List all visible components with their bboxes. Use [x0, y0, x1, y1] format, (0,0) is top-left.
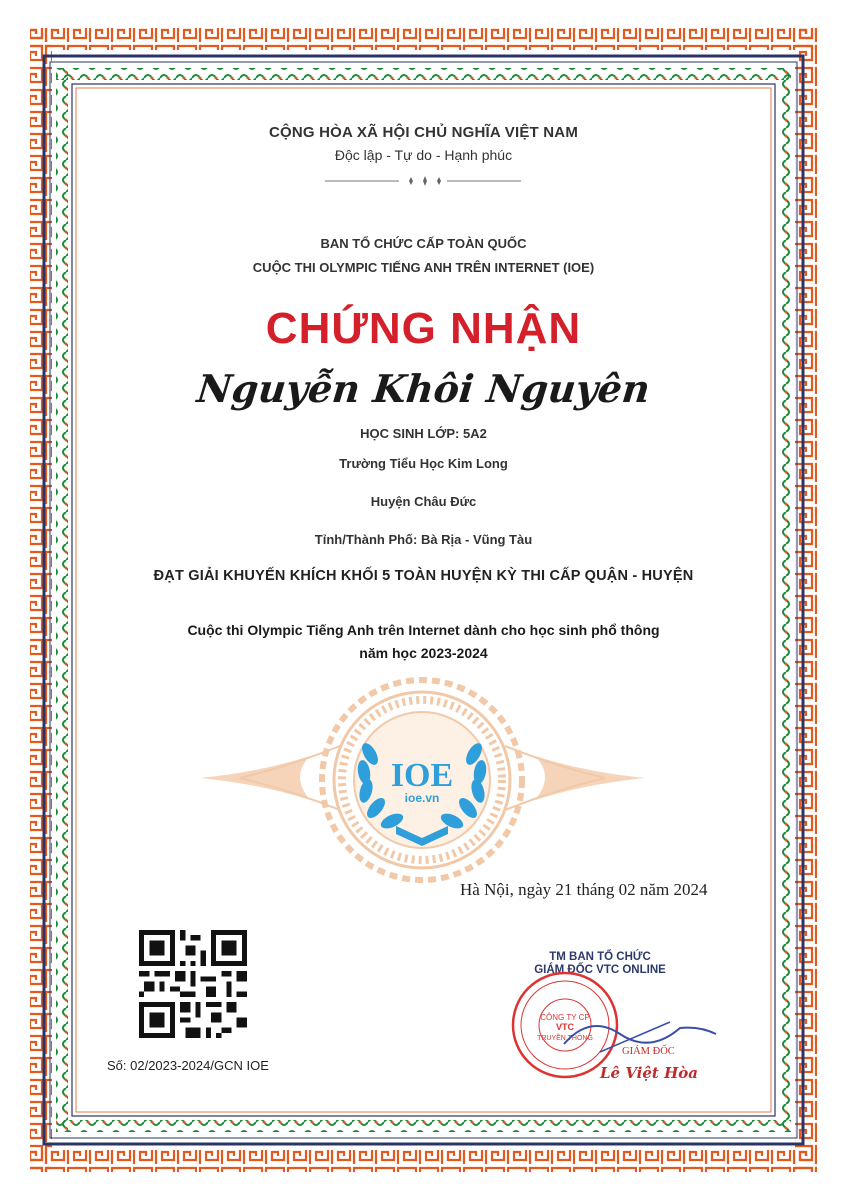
student-class: HỌC SINH LỚP: 5A2 [360, 426, 487, 441]
star-divider [325, 175, 521, 187]
contest-line1: Cuộc thi Olympic Tiếng Anh trên Internet dành cho học sinh phổ thông [187, 622, 660, 638]
school-name: Trường Tiểu Học Kim Long [339, 456, 508, 471]
serial-number: Số: 02/2023-2024/GCN IOE [107, 1058, 269, 1073]
signer-role: GIÁM ĐỐC [622, 1046, 675, 1057]
issue-date [460, 880, 780, 900]
date-month-word: tháng [576, 880, 615, 899]
date-place: Hà Nội, ngày [460, 880, 552, 899]
date-year: 2024 [673, 880, 708, 899]
qr-code[interactable] [138, 930, 248, 1038]
signature-title1: TM BAN TỔ CHỨC [549, 951, 651, 963]
svg-text:TRUYỀN THÔNG: TRUYỀN THÔNG [537, 1035, 593, 1042]
svg-text:VTC: VTC [556, 1022, 574, 1032]
district: Huyện Châu Đức [370, 494, 477, 509]
signer-name: Lê Việt Hòa [600, 1064, 698, 1082]
recipient-name: Nguyễn Khôi Nguyên [194, 366, 653, 411]
svg-text:CÔNG TY CP: CÔNG TY CP [540, 1013, 590, 1022]
date-year-word: năm [639, 880, 670, 899]
organizer-line2: CUỘC THI OLYMPIC TIẾNG ANH TRÊN INTERNET (IOE) [252, 260, 595, 275]
ioe-emblem [200, 676, 645, 886]
logo-text: IOE [390, 757, 454, 794]
logo-domain: ioe.vn [404, 791, 440, 805]
award-text: ĐẠT GIẢI KHUYẾN KHÍCH KHỐI 5 TOÀN HUYỆN KỲ THI CẤP QUẬN - HUYỆN [153, 568, 694, 584]
province: Tỉnh/Thành Phố: Bà Rịa - Vũng Tàu [314, 532, 533, 547]
date-day: 21 [555, 880, 573, 899]
motto: Độc lập - Tự do - Hạnh phúc [334, 147, 513, 163]
organizer-line1: BAN TỔ CHỨC CẤP TOÀN QUỐC [320, 236, 527, 251]
nation-heading: CỘNG HÒA XÃ HỘI CHỦ NGHĨA VIỆT NAM [268, 124, 579, 141]
signature-title2: GIÁM ĐỐC VTC ONLINE [534, 964, 666, 976]
certificate-title: CHỨNG NHẬN [265, 304, 582, 353]
contest-line2: năm học 2023-2024 [359, 645, 488, 661]
date-month: 02 [618, 880, 636, 899]
